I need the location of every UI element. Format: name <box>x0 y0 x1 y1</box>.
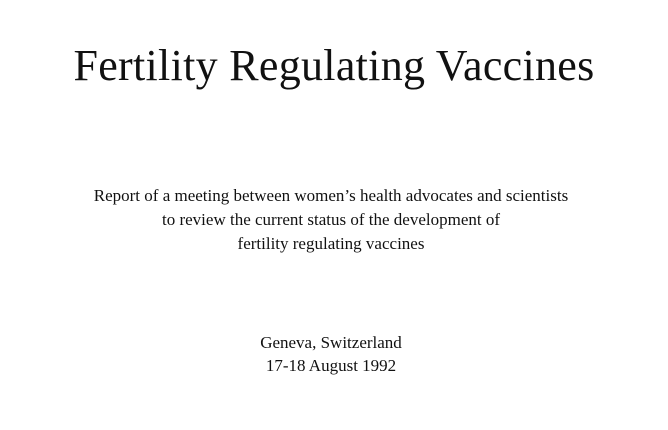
meeting-details <box>0 331 662 377</box>
meeting-location: Geneva, Switzerland <box>260 333 402 352</box>
report-description-line-2: to review the current status of the development of <box>162 210 500 229</box>
meeting-date: 17-18 August 1992 <box>265 356 397 375</box>
report-description-line-3: fertility regulating vaccines <box>237 234 425 253</box>
report-description <box>0 184 662 256</box>
report-description-line-1: Report of a meeting between women’s health advocates and scientists <box>93 186 569 205</box>
document-title: Fertility Regulating Vaccines <box>73 41 595 90</box>
